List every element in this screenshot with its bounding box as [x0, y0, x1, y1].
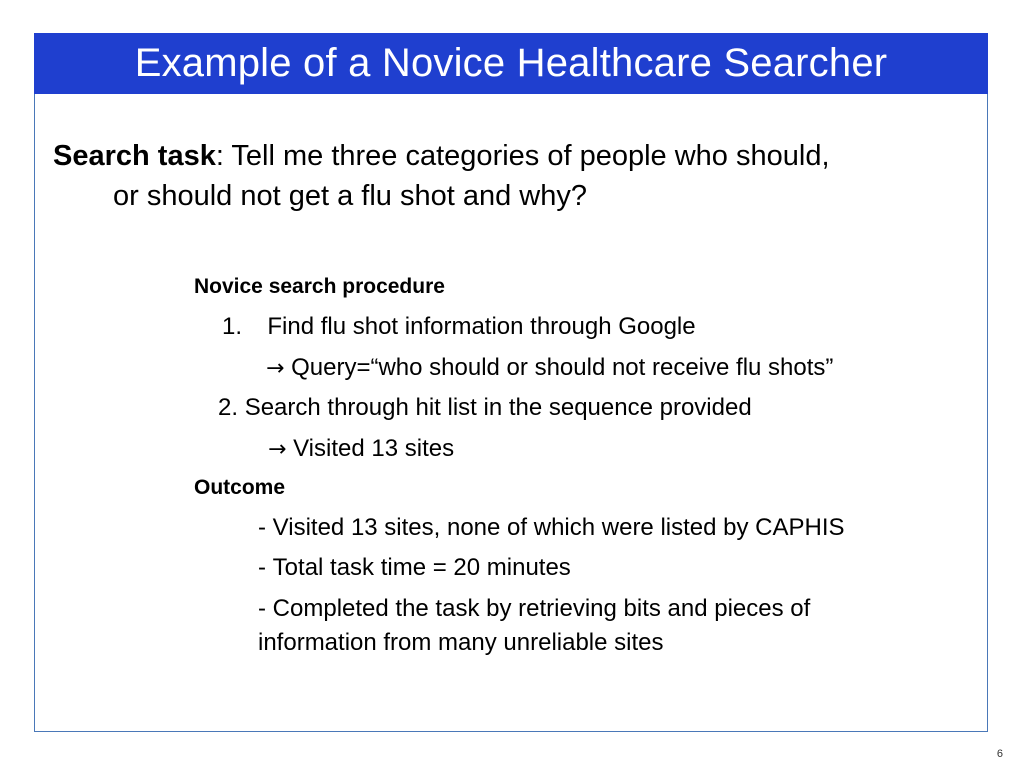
procedure-heading: Novice search procedure: [194, 275, 445, 298]
procedure-step-1-detail: [266, 351, 833, 386]
outcome-item-3-continuation: information from many unreliable sites: [258, 629, 664, 656]
dash-bullet: -: [258, 554, 273, 581]
right-arrow-icon: →: [268, 437, 287, 462]
slide-title: Example of a Novice Healthcare Searcher: [34, 33, 988, 94]
outcome-item-2-text: Total task time = 20 minutes: [272, 554, 571, 581]
outcome-item-1-text: Visited 13 sites, none of which were listed by CAPHIS: [272, 514, 845, 541]
search-task: [53, 136, 983, 216]
step-2-detail-text: Visited 13 sites: [293, 435, 455, 462]
step-2-text: Search through hit list in the sequence provided: [244, 394, 752, 421]
outcome-item-2: [258, 551, 571, 585]
search-task-text-1: Tell me three categories of people who should,: [231, 140, 830, 172]
search-task-label: Search task: [53, 140, 216, 172]
search-task-separator: :: [215, 140, 232, 172]
search-task-line-1: [53, 136, 983, 176]
dash-bullet: -: [258, 595, 273, 622]
page-number: 6: [996, 748, 1003, 760]
step-1-number: 1.: [222, 313, 243, 340]
outcome-item-1: [258, 511, 845, 545]
step-1-detail-text: Query=“who should or should not receive flu shots”: [291, 354, 834, 381]
outcome-heading: Outcome: [194, 476, 286, 499]
step-1-text: Find flu shot information through Google: [267, 313, 696, 340]
procedure-step-2-detail: [268, 432, 454, 467]
dash-bullet: -: [258, 514, 273, 541]
procedure-step-2: [218, 391, 752, 425]
outcome-item-3-text: Completed the task by retrieving bits and pieces of: [272, 595, 811, 622]
step-2-number: 2.: [218, 394, 239, 421]
outcome-item-3: [258, 592, 810, 626]
right-arrow-icon: →: [266, 356, 285, 381]
procedure-step-1: [222, 310, 696, 344]
search-task-text-2: or should not get a flu shot and why?: [113, 180, 587, 212]
